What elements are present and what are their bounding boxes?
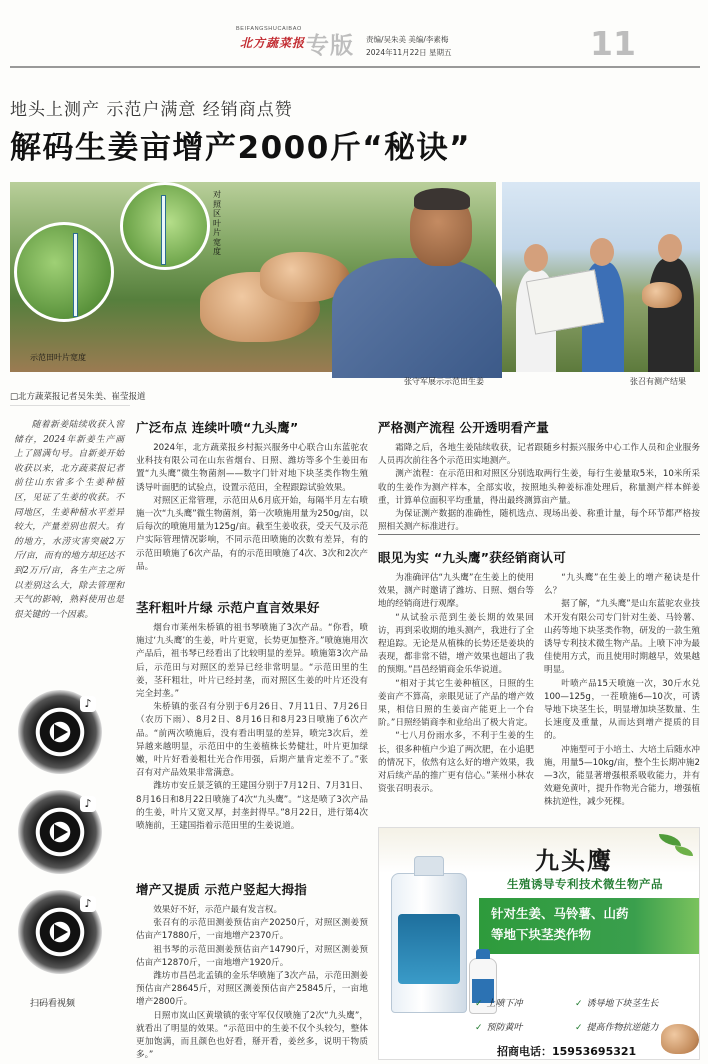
tiktok-icon: ♪ xyxy=(80,896,96,912)
section-heading: 眼见为实 “九头鹰”获经销商认可 xyxy=(378,550,567,565)
check-icon: ✓ xyxy=(475,1023,483,1033)
headline-kicker: 地头上测产 示范户满意 经销商点赞 xyxy=(10,100,293,120)
paragraph: 日照市岚山区黄墩镇的张守军仅仅喷施了2次“九头鹰”，就看出了明显的效果。“示范田中的生姜不仅个头较匀，整体更加饱满，而且颜色也好看，掰开看，姜丝多，说明干物质多。” xyxy=(136,1010,368,1061)
paragraph: 潍坊市安丘景芝镇的王建国分别于7月12日、7月31日、8月16日和8月22日喷施了4次“九头鹰”。“这是喷了3次产品的生姜，叶片又宽又厚，封垄封得早。”8月22日，进行第4次喷施前，王建国指着示范田里的生姜说道。 xyxy=(136,781,368,832)
ad-subtitle: 生殖诱导专利技术微生物产品 xyxy=(507,877,663,891)
section-heading: 增产又提质 示范户竖起大拇指 xyxy=(136,882,308,897)
play-icon xyxy=(54,824,68,840)
masthead-rule xyxy=(10,66,700,68)
farmer-figure xyxy=(292,188,504,372)
check-icon: ✓ xyxy=(575,999,583,1009)
ad-banner-line: 针对生姜、马铃薯、山药 xyxy=(491,906,629,921)
paragraph: 2024年，北方蔬菜报乡村振兴服务中心联合山东蓝驼农业科技有限公司在山东省烟台、日照、潍坊等多个生姜田布置“九头鹰”微生物菌剂——数字门针对地下块茎类作物生殖诱导叶面肥的试验点，设置示范田，全程跟踪试验效果。 xyxy=(136,443,368,493)
paragraph: “从试验示范到生姜长期的效果回访，再到采收期的地头测产，我进行了全程追踪。无论是从植株的长势还是姜块的表现，都非常不错，增产效果也超出了我的预期。”昌邑经销商金乐华说道。 xyxy=(378,612,534,676)
ad-feature: ✓ 提高作物抗逆能力 xyxy=(575,1023,659,1033)
paragraph: 据了解，“九头鹰”是山东蓝驼农业技术开发有限公司专门针对生姜、马铃薯、山药等地下块茎类作物，研发的一款生殖诱导专利技术微生物产品。上喷下冲为最佳使用方式，而且使用时期越早，效果越明显。 xyxy=(544,599,700,676)
paragraph: 潍坊市昌邑北孟镇的金乐华喷施了3次产品，示范田测姜预估亩产28645斤，对照区测姜预估亩产25845斤，一亩地增产2800斤。 xyxy=(136,971,368,1008)
section-heading: 广泛布点 连续叶喷“九头鹰” xyxy=(136,420,299,435)
check-icon: ✓ xyxy=(575,1023,583,1033)
product-bottle-large xyxy=(391,873,467,1013)
page-number: 11 xyxy=(590,24,636,63)
ad-feature: ✓ 上喷下冲 xyxy=(475,999,523,1009)
section-heading: 茎秆粗叶片绿 示范户直言效果好 xyxy=(136,600,320,615)
demo-leaf-circle xyxy=(14,222,114,322)
group-photo xyxy=(502,182,700,372)
farmer-caption: 张守军展示示范田生姜 xyxy=(404,377,484,386)
ad-feature: ✓ 预防黄叶 xyxy=(475,1023,523,1033)
paragraph: 对照区正常管理，示范田从6月底开始，每隔半月左右喷施一次“九头鹰”微生物菌剂，第一次喷施用量为250g/亩，以后每次的喷施用量为125g/亩。截至生姜收获，受天气及示范户实际管理情况影响，不同示范田喷施的次数有差异，有的示范田喷施了6次产品，有的示范田喷施了4次、3次和2次产品。 xyxy=(136,495,368,572)
paragraph: 测产流程：在示范田和对照区分别选取两行生姜，每行生姜量取5米，10米所采收的生姜作为测产样本，全部实收，按照地头种姜标准处理后，称量测产样本鲜姜重，计算单位面积平均重量，得出最终测算亩产量。 xyxy=(378,469,700,506)
section-divider xyxy=(378,534,700,535)
paragraph: 烟台市莱州朱桥镇的祖书琴喷施了3次产品。“你看，喷施过‘九头鹰’的生姜，叶片更宽，长势更加整齐。”喷施施用次产品后，祖书琴已经看出了比较明显的差异。喷施第3次产品后，示范田与对照区的差异已经非常明显。“示范田里的生姜，茎秆粗壮，叶片已经封垄，而对照区生姜的叶片还没有完全封垄。” xyxy=(136,623,368,700)
ad-banner-line: 等地下块茎类作物 xyxy=(491,927,592,942)
video-qr-2[interactable] xyxy=(18,790,102,874)
check-icon: ✓ xyxy=(475,999,483,1009)
control-leaf-caption: 对照区叶片宽度 xyxy=(213,190,221,256)
paragraph: 张召有的示范田测姜预估亩产20250斤，对照区测姜预估亩产17880斤，一亩地增产2370斤。 xyxy=(136,918,368,942)
section-heading: 严格测产流程 公开透明看产量 xyxy=(378,420,550,435)
demo-leaf-caption: 示范田叶片宽度 xyxy=(30,353,86,362)
paragraph: “相对于其它生姜种植区，日照的生姜亩产不算高，亲眼见证了产品的增产效果，相信日照的生姜亩产能更上一个台阶。”日照经销商李和业给出了极大肯定。 xyxy=(378,678,534,729)
control-leaf-circle xyxy=(120,182,210,270)
tiktok-icon: ♪ xyxy=(80,796,96,812)
scan-video-label: 扫码看视频 xyxy=(30,999,76,1009)
section-body xyxy=(136,622,368,833)
section-body xyxy=(136,442,368,574)
section-body xyxy=(136,904,368,1062)
ad-phone[interactable]: 招商电话：15953695321 xyxy=(497,1045,637,1058)
paragraph: 冲施型可于小培土、大培土后随水冲施，用量5—10kg/亩，整个生长期冲施2—3次，能显著增强根系吸收能力，并有效避免黄叶，提升作物光合能力，增强植株抗逆性，减少死棵。 xyxy=(544,744,700,808)
tiktok-icon: ♪ xyxy=(80,696,96,712)
ginger-image xyxy=(661,1024,699,1054)
issue-date: 2024年11月22日 星期五 xyxy=(366,48,452,57)
video-qr-1[interactable] xyxy=(18,690,102,774)
intro-text: 随着新姜陆续收获入窖储存，2024年新姜生产画上了圆满句号。自新姜开始收获以来，北方蔬菜报记者前往山东省多个生姜种植区，见证了生姜的收获。不同地区，生姜种植水平差异较大，产量差别也很大。有的地方，水涝灾害突破2万斤/亩，而有的地方却还达不到2万斤/亩，各生产主之所以差别这么大，除去管理和天气的影响，熟料使用也是很关键的一个因素。 xyxy=(14,420,124,620)
reporter-credit: □北方蔬菜报记者吴朱美、崔莹报道 xyxy=(10,392,146,402)
product-advertisement[interactable] xyxy=(378,827,700,1060)
paragraph: 朱桥镇的张召有分别于6月26日、7月11日、7月26日（农历下雨）、8月2日、8月16日和8月23日喷施了6次产品。“前两次喷施后，没有看出明显的差异，喷完3次后，差异越来越明显，示范田中的生姜植株长势健壮，叶片更加绿嫩，叶片好看姜粗壮光合作用强，后期产量肯定差不了。”张召有对产品效果非常满意。 xyxy=(136,702,368,779)
paragraph: 祖书琴的示范田测姜预估亩产14790斤，对照区测姜预估亩产12870斤，一亩地增产1920斤。 xyxy=(136,944,368,968)
ad-banner-text xyxy=(491,903,687,945)
paragraph: 效果好不好，示范户最有发言权。 xyxy=(153,905,283,915)
editor-credits: 责编/吴朱美 美编/李素梅 xyxy=(366,35,449,44)
masthead xyxy=(0,0,708,68)
paragraph: 叶喷产品15天喷施一次，30斤水兑100—125g，一茬喷施6—10次，可诱导地下块茎生长，明显增加块茎数量、生长速度及重量，从而达到增产提质的目的。 xyxy=(544,678,700,742)
headline-title: 解码生姜亩增产2000斤“秘诀” xyxy=(10,130,472,166)
ad-brand: 九头鹰 xyxy=(535,847,613,875)
play-icon xyxy=(54,924,68,940)
section-body-left xyxy=(378,572,534,796)
paragraph: 为准确评估“九头鹰”在生姜上的使用效果，测产时邀请了潍坊、日照、烟台等地的经销商进行观摩。 xyxy=(378,573,534,610)
paragraph: 霜降之后，各地生姜陆续收获，记者跟随乡村振兴服务中心工作人员和企业服务人员再次前往各个示范田实地测产。 xyxy=(378,443,700,467)
publication-logo: 北方蔬菜报 xyxy=(240,36,306,50)
paragraph: “七八月份雨水多，不利于生姜的生长，很多种植户少追了两次肥，在小追肥的情况下，依然有这么好的增产效果，我对后续产品的推广更有信心。”莱州小林农资张召明表示。 xyxy=(378,731,534,795)
paragraph: “九头鹰”在生姜上的增产秘诀是什么？ xyxy=(544,573,700,597)
paragraph: 为保证测产数据的准确性，随机选点、现场出姜、称重计量，每个环节都严格按照相关测产标准进行。 xyxy=(378,509,700,533)
section-body xyxy=(378,442,700,534)
video-qr-3[interactable] xyxy=(18,890,102,974)
play-icon xyxy=(54,724,68,740)
publication-pinyin: BEIFANGSHUCAIBAO xyxy=(236,26,302,32)
ad-feature: ✓ 诱导地下块茎生长 xyxy=(575,999,659,1009)
group-caption: 张召有测产结果 xyxy=(630,377,686,386)
section-body-right xyxy=(544,572,700,810)
section-label: 专版 xyxy=(306,33,354,59)
